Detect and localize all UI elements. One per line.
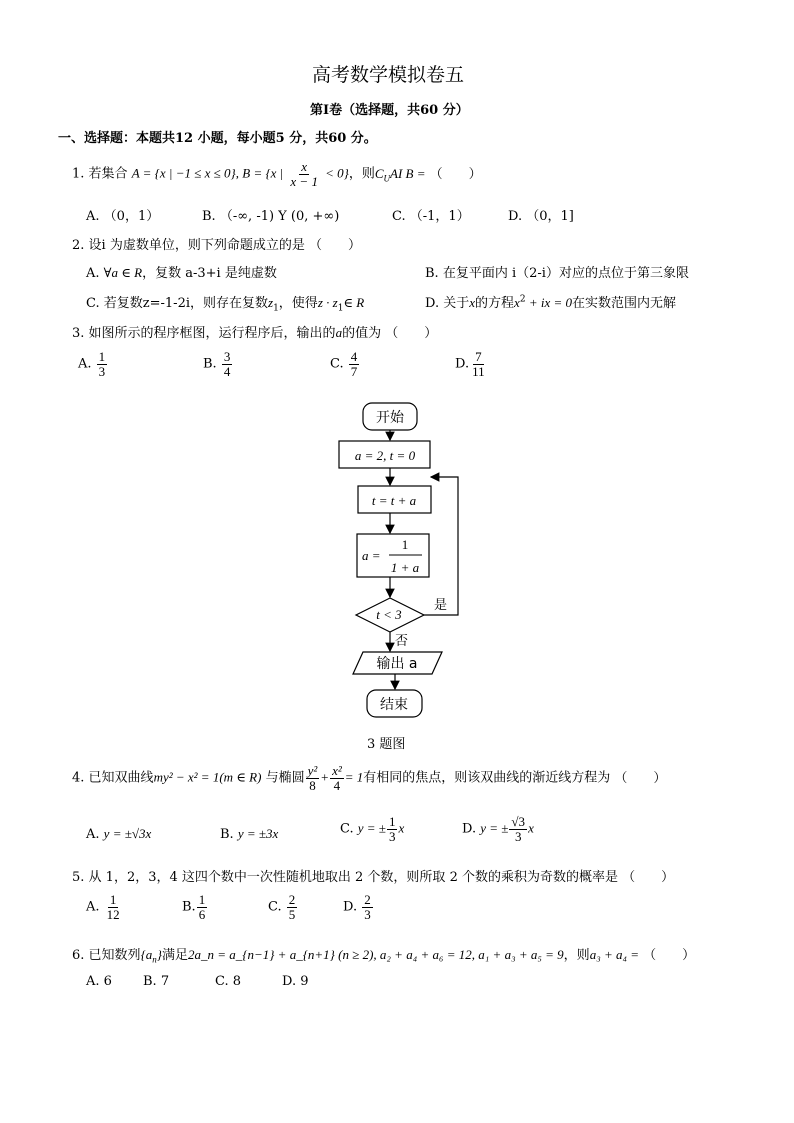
question-5 [72, 866, 674, 885]
ask-expr: a₃ + a₄ = [589, 947, 640, 962]
question-4: 4. 已知双曲线my² − x² = 1(m ∈ R) 与椭圆 $\frac{\text{y²}}{8}$ + $\frac{\text{x²}}{4}$ = 1有相同的焦点，则该双曲线的渐近线方程为 （ ） [72, 763, 667, 793]
flow-condition-diamond [356, 598, 424, 632]
numerator: x [301, 159, 308, 174]
q2-option-c: C. 若复数z=-1-2i，则存在复数$z_1$，使得$z \cdot z_1\in$ R [86, 295, 365, 314]
flow-no-label: 否 [395, 634, 409, 649]
q6-option-a: A. 6 [86, 974, 112, 989]
question-number: 5. [72, 870, 85, 885]
q6-option-d: D. 9 [282, 974, 309, 989]
answer-paren: （ ） [622, 870, 675, 885]
set-b-post: < 0} [325, 165, 349, 181]
q3-option-c: C. $\frac{4}{7}$ [330, 349, 358, 379]
q3-option-a: A. $\frac{1}{3}$ [78, 349, 106, 379]
q2-option-b: B. 在复平面内 i（2-i）对应的点位于第三象限 [425, 266, 689, 281]
q1-option-b: B. （-∞, -1) Y (0, +∞) [202, 209, 340, 224]
flow-condition-text: t < 3 [376, 607, 402, 622]
question-text: 从 1，2，3，4 这四个数中一次性随机地取出 2 个数，则所取 2 个数的乘积为奇数的概率是 [88, 870, 618, 885]
flow-end-text: 结束 [380, 697, 408, 713]
flow-output-box [353, 652, 442, 674]
answer-paren: （ ） [614, 770, 667, 786]
fraction: $\frac{\text{x²}}{4}$ [332, 763, 342, 793]
question-text: 已知双曲线 [88, 770, 154, 786]
set-a: A = {x | −1 ≤ x ≤ 0} [131, 165, 236, 181]
answer-paren: （ ） [429, 166, 482, 182]
flow-yes-label: 是 [434, 598, 448, 613]
flow-step2-den: 1 + a [390, 560, 420, 575]
figure-caption: 3 题图 [367, 737, 406, 752]
question-number: 4. [72, 770, 85, 786]
question-text-post: 的值为 [342, 326, 382, 341]
question-text: 设i 为虚数单位，则下列命题成立的是 [88, 238, 305, 253]
q4-option-d: D. y = ± $\frac{√3}{3}$ x [462, 814, 534, 844]
fraction [288, 160, 320, 188]
flow-step1-box [358, 486, 431, 513]
flow-step1-text: t = t + a [371, 493, 417, 508]
page-subtitle: 第Ⅰ卷（选择题，共60 分） [310, 103, 469, 118]
question-6: 6. 已知数列$\{a_n\}$满足2a_n = a_{n−1} + a_{n+1} (n ≥ 2), a₂ + a₄ + a₆ = 12, a₁ + a₃ + a₅ = 9，则a₃ + a₄ = （ ） [72, 944, 695, 965]
var-a: a [335, 325, 343, 340]
hyperbola-expr: my² − x² = 1(m ∈ R) [153, 769, 262, 785]
flow-init-box [339, 441, 430, 468]
q1-option-d: D. （0，1] [508, 209, 574, 224]
q2-option-d: D. 关于x的方程$x^2$ + ix = 0在实数范围内无解 [425, 294, 677, 311]
question-number: 2. [72, 238, 85, 253]
question-3 [72, 322, 437, 341]
question-2 [72, 234, 361, 253]
answer-paren: （ ） [643, 948, 696, 963]
q5-option-c: C. $\frac{2}{5}$ [268, 892, 296, 922]
sequence-expr: 2a_n = a_{n−1} + a_{n+1} (n ≥ 2), a₂ + a₄ + a₆ = 12, a₁ + a₃ + a₅ = 9 [187, 947, 564, 962]
denominator: x − 1 [290, 173, 318, 189]
question-text-mid: 与椭圆 [265, 770, 305, 786]
flow-step2-num: 1 [401, 537, 409, 552]
answer-paren: （ ） [385, 326, 438, 341]
q5-option-b: B. $\frac{1}{6}$ [182, 892, 206, 922]
flow-end-box [367, 690, 422, 717]
sequence: $\{a_n\}$ [140, 947, 162, 965]
question-number: 1. [72, 166, 85, 182]
question-number: 3. [72, 326, 85, 341]
q3-option-b: B. $\frac{3}{4}$ [203, 349, 231, 379]
q4-option-a: A. y = ±√3x [86, 826, 152, 842]
flow-start-box [363, 403, 417, 430]
question-text: 若集合 [88, 166, 128, 182]
q5-option-a: A. $\frac{1}{12}$ [86, 892, 120, 922]
question-text: 已知数列 [88, 948, 141, 963]
answer-paren: （ ） [308, 238, 361, 253]
q4-option-c: C. y = ± $\frac{1}{3}$ x [340, 814, 405, 844]
q6-option-c: C. 8 [215, 974, 242, 989]
q1-option-c: C. （-1，1） [392, 209, 470, 224]
section-header: 一、选择题：本题共12 小题，每小题5 分，共60 分。 [58, 131, 377, 146]
flow-output-text: 输出 a [376, 656, 418, 672]
fraction: $\frac{\text{y²}}{8}$ [307, 763, 318, 793]
complement-expr: $C_UAI$ B = [374, 165, 426, 184]
question-text-mid: ，则 [348, 166, 375, 182]
q2-option-a: A. ∀a ∈ R，复数 a-3+i 是纯虚数 [86, 265, 277, 281]
q5-option-d: D. $\frac{2}{3}$ [343, 892, 371, 922]
flow-step2-box [357, 534, 429, 577]
question-text-mid: 满足 [161, 948, 188, 963]
question-text: 如图所示的程序框图，运行程序后，输出的 [88, 326, 336, 341]
set-b-pre: , B = {x | [235, 165, 284, 181]
flow-init-text: a = 2, t = 0 [354, 448, 416, 463]
flow-start-text: 开始 [376, 410, 404, 426]
q4-option-b: B. y = ±3x [220, 826, 279, 842]
flow-step2-lhs: a = [362, 548, 381, 563]
page-title: 高考数学模拟卷五 [312, 64, 465, 86]
q6-option-b: B. 7 [143, 974, 170, 989]
question-1 [72, 160, 482, 188]
q3-option-d: D. $\frac{7}{11}$ [455, 349, 485, 379]
question-text-post: 有相同的焦点，则该双曲线的渐近线方程为 [363, 770, 611, 786]
q1-option-a: A. （0，1） [86, 209, 160, 224]
question-number: 6. [72, 948, 85, 963]
